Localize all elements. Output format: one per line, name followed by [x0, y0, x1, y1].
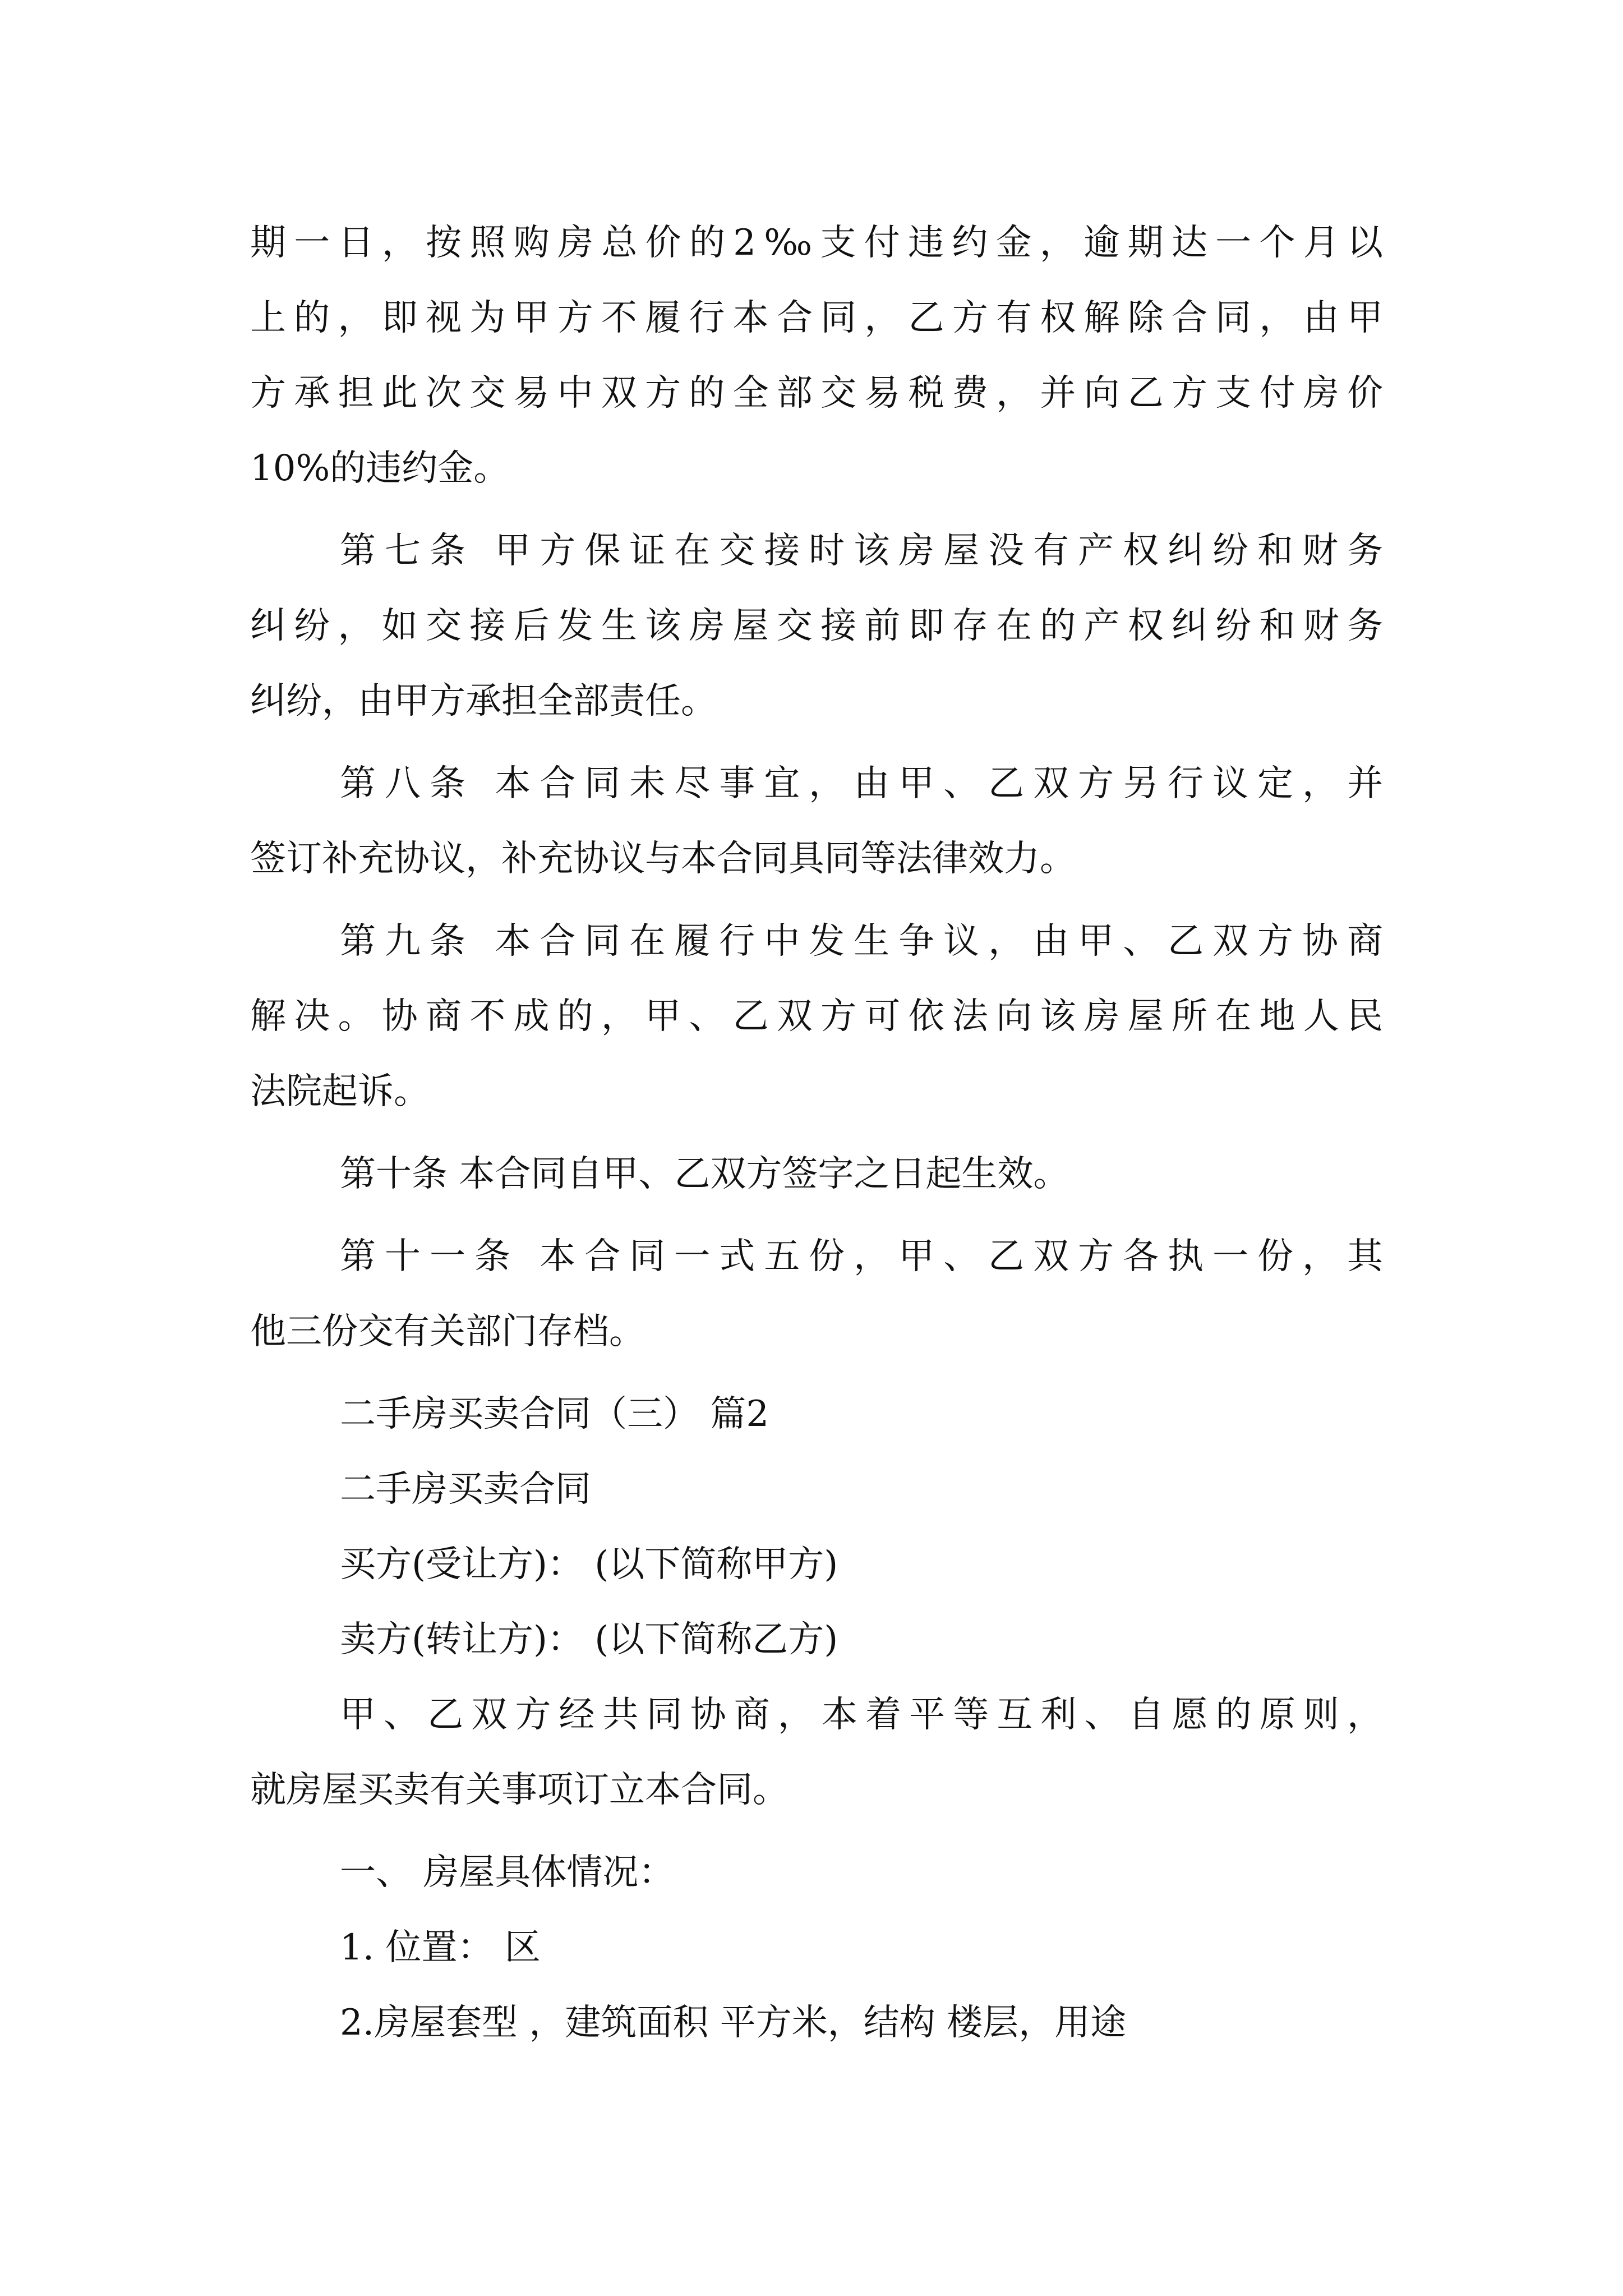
- preamble-line: 甲、乙双方经共同协商，本着平等互利、自愿的原则，: [340, 1694, 1383, 1736]
- text-line: 纠纷，由甲方承担全部责任。: [250, 680, 717, 722]
- text-line: 签订补充协议，补充协议与本合同具同等法律效力。: [250, 838, 1076, 880]
- article-10-line: 第十条 本合同自甲、乙双方签字之日起生效。: [340, 1153, 1069, 1195]
- text-line: 法院起诉。: [250, 1071, 430, 1112]
- text-line: 方承担此次交易中双方的全部交易税费，并向乙方支付房价: [250, 372, 1383, 414]
- article-11-line: 第十一条 本合同一式五份，甲、乙双方各执一份，其: [340, 1236, 1383, 1277]
- text-line: 上的，即视为甲方不履行本合同，乙方有权解除合同，由甲: [250, 297, 1383, 339]
- text-line: 他三份交有关部门存档。: [250, 1311, 645, 1352]
- text-line: 就房屋买卖有关事项订立本合同。: [250, 1769, 789, 1811]
- house-type-line: 2.房屋套型 ，建筑面积 平方米，结构 楼层，用途: [340, 2002, 1127, 2044]
- text-line: 10%的违约金。: [250, 448, 510, 489]
- text-line: 解决。协商不成的，甲、乙双方可依法向该房屋所在地人民: [250, 996, 1383, 1037]
- contract-title: 二手房买卖合同: [340, 1469, 591, 1510]
- seller-line: 卖方(转让方)： (以下简称乙方): [340, 1619, 838, 1660]
- text-line: 期一日，按照购房总价的2‰支付违约金，逾期达一个月以: [250, 222, 1383, 264]
- article-9-line: 第九条 本合同在履行中发生争议，由甲、乙双方协商: [340, 921, 1383, 962]
- clause-1-heading: 一、 房屋具体情况：: [340, 1852, 675, 1893]
- location-line: 1. 位置： 区: [340, 1927, 541, 1968]
- text-line: 纠纷，如交接后发生该房屋交接前即存在的产权纠纷和财务: [250, 605, 1383, 647]
- article-7-line: 第七条 甲方保证在交接时该房屋没有产权纠纷和财务: [340, 530, 1383, 572]
- section-heading: 二手房买卖合同（三） 篇2: [340, 1393, 769, 1435]
- buyer-line: 买方(受让方)： (以下简称甲方): [340, 1544, 838, 1585]
- article-8-line: 第八条 本合同未尽事宜，由甲、乙双方另行议定，并: [340, 763, 1383, 804]
